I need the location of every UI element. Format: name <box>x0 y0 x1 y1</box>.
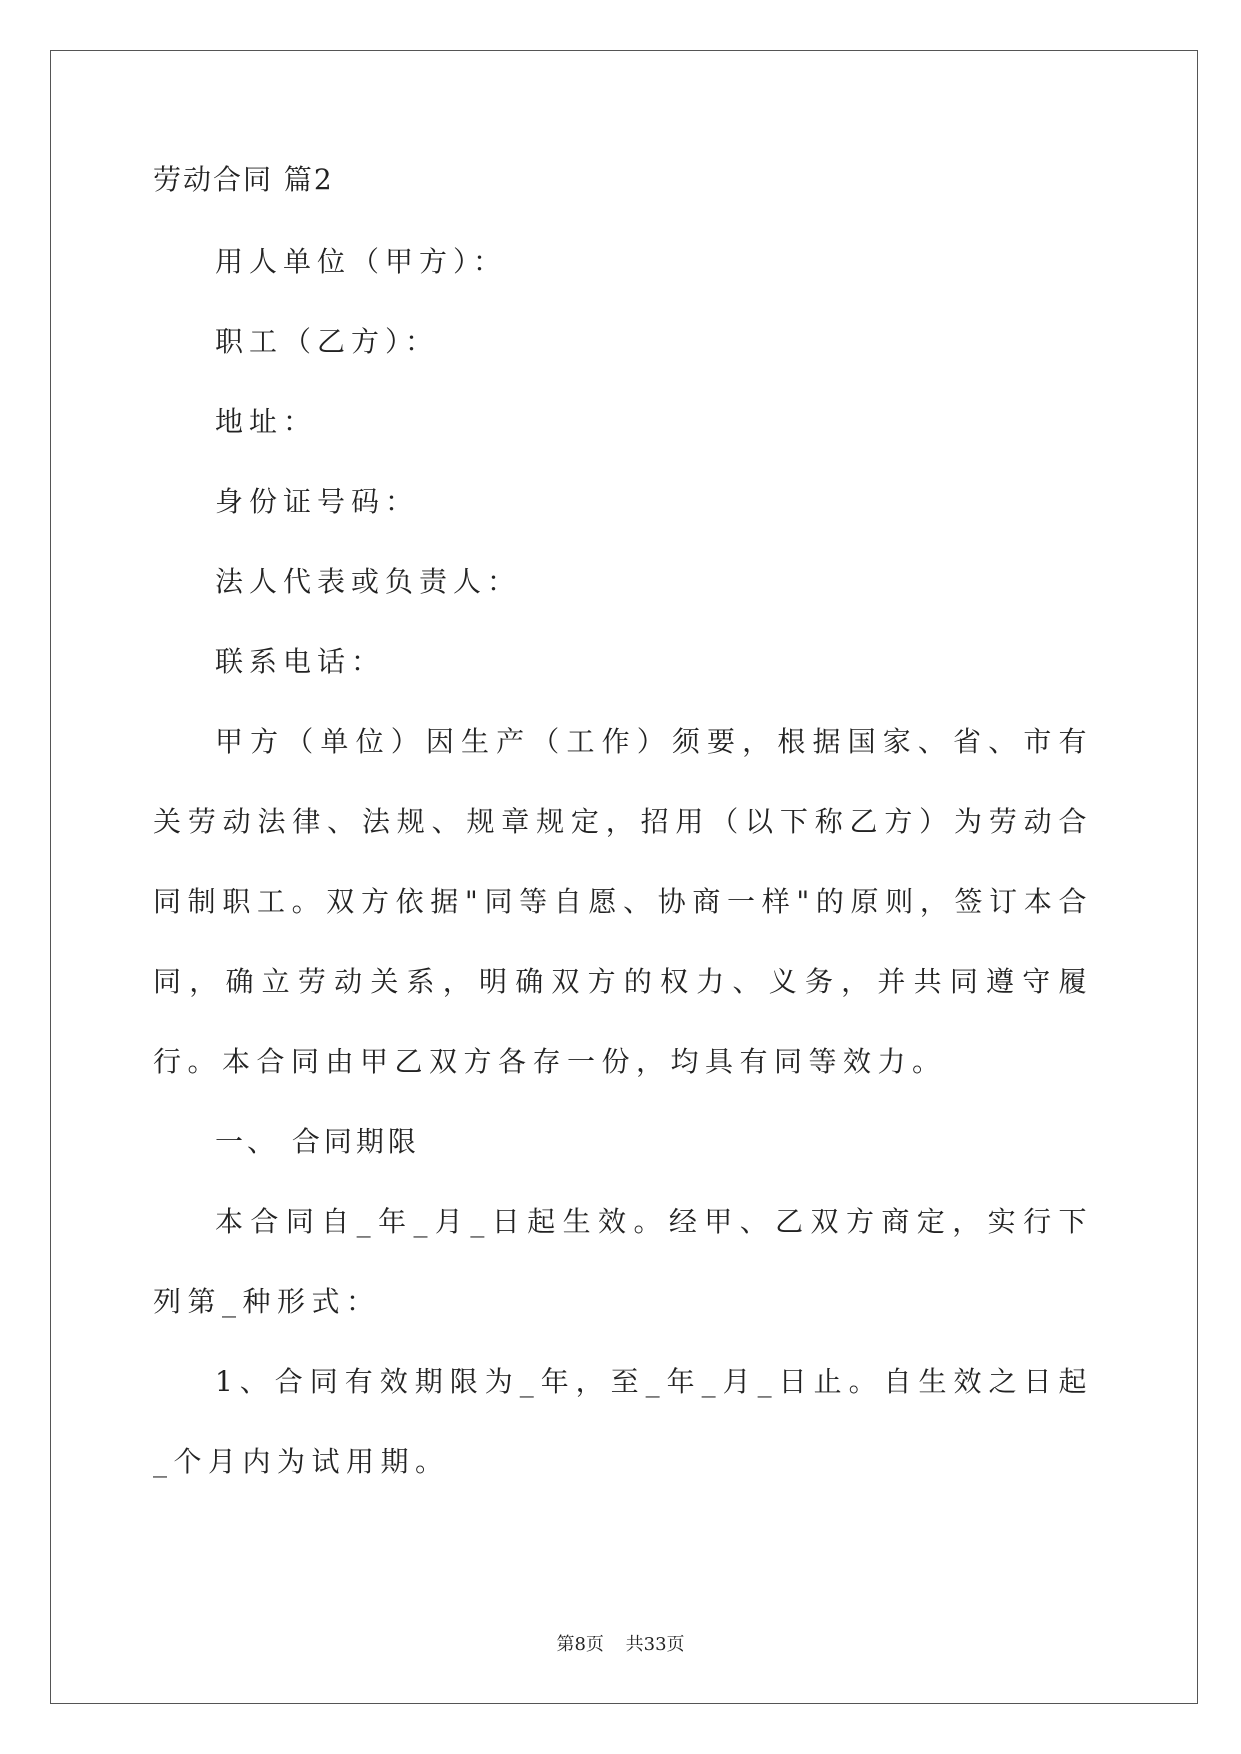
document-heading: 劳动合同 篇2 <box>153 163 334 196</box>
field-phone: 联系电话： <box>215 645 386 678</box>
field-employer: 用人单位（甲方）： <box>215 245 508 278</box>
clause-item-1: 1、合同有效期限为_年，至_年_月_日止。自生效之日起_个月内为试用期。 <box>153 1365 1093 1478</box>
field-employee: 职工（乙方）： <box>215 325 440 358</box>
intro-paragraph: 甲方（单位）因生产（工作）须要，根据国家、省、市有关劳动法律、法规、规章规定，招用（以下称乙方）为劳动合同制职工。双方依据"同等自愿、协商一样"的原则，签订本合同，确立劳动关系，明确双方的权力、义务，并共同遵守履行。本合同由甲乙双方各存一份，均具有同等效力。 <box>153 725 1093 1078</box>
section-paragraph: 本合同自_年_月_日起生效。经甲、乙双方商定，实行下列第_种形式： <box>153 1205 1093 1318</box>
page-number-total: 共33页 <box>625 1634 685 1655</box>
field-legal-representative: 法人代表或负责人： <box>215 565 522 598</box>
field-id-number: 身份证号码： <box>215 485 420 518</box>
page-number-current: 第8页 <box>556 1634 604 1655</box>
page-footer <box>0 1630 1241 1656</box>
section-title: 一、 合同期限 <box>215 1125 420 1158</box>
field-address: 地址： <box>215 405 318 438</box>
document-body <box>153 160 1093 1522</box>
